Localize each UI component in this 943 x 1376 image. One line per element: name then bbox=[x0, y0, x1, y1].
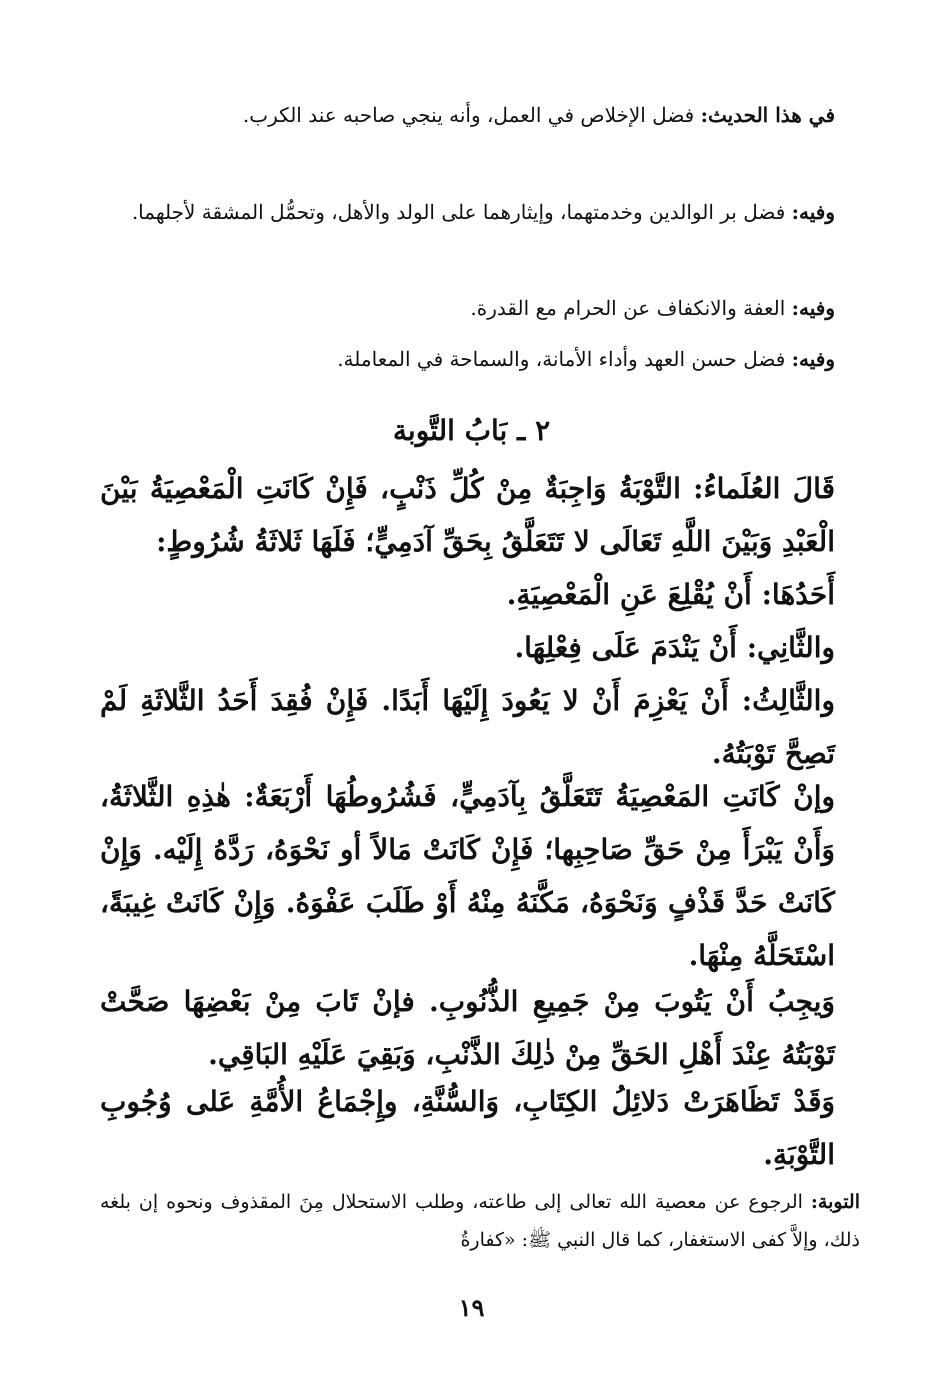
note-text: العفة والانكفاف عن الحرام مع القدرة. bbox=[470, 296, 792, 320]
note-hadith-lesson bbox=[100, 96, 835, 134]
main-paragraph-4: والثَّالِثُ: أَنْ يَعْزِمَ أَنْ لا يَعُودَ إِلَيْهَا أَبَدًا. فَإِنْ فُقِدَ أَحَدُ الثَّلاثَةِ لَمْ تَصِحَّ تَوْبَتُهُ. bbox=[100, 684, 835, 770]
note-text: فضل الإخلاص في العمل، وأنه ينجي صاحبه عند الكرب. bbox=[242, 103, 701, 127]
note-lead: وفيه: bbox=[791, 200, 835, 224]
footnote-lead: التوبة: bbox=[810, 1191, 860, 1213]
main-paragraph-5: وإنْ كَانَتِ المَعْصِيَةُ تَتَعَلَّقُ بِآدَمِيٍّ، فَشُرُوطُهَا أَرْبَعَةٌ: هٰذِهِ الثَّلاثَةُ، وَأَنْ يَبْرَأَ مِنْ حَقِّ صَاحِبِها؛ فَإِنْ كَانَتْ مَالاً أو نَحْوَهُ، رَدَّهُ إِلَيْه. وَإِنْ كَانَتْ حَدَّ قَذْفٍ وَنَحْوَهُ، مَكَّنَهُ مِنْهُ أَوْ طَلَبَ عَفْوَهُ. وَإِنْ كَانَتْ غِيبَةً، اسْتَحَلَّهُ مِنْهَا. bbox=[100, 780, 835, 972]
chapter-title: ٢ ـ بَابُ التَّوبة bbox=[392, 414, 551, 447]
footnote-text: الرجوع عن معصية الله تعالى إلى طاعته، وطلب الاستحلال مِنَ المقذوف ونحوه إن بلغه ذلك، وإلاَّ كفى الاستغفار، كما قال النبي ﷺ: «كفارةُ bbox=[100, 1191, 860, 1251]
note-text: فضل بر الوالدين وخدمتهما، وإيثارهما على الولد والأهل، وتحمُّل المشقة لأجلهما. bbox=[131, 200, 792, 224]
note-trust bbox=[100, 340, 835, 378]
main-paragraph-6: وَيجِبُ أَنْ يَتُوبَ مِنْ جَمِيعِ الذُّنُوبِ. فإنْ تَابَ مِنْ بَعْضِهَا صَحَّتْ تَوْبَتُهُ عِنْدَ أَهْلِ الحَقِّ مِنْ ذٰلِكَ الذَّنْبِ، وَبَقِيَ عَلَيْهِ البَاقِي. bbox=[100, 985, 835, 1071]
footnote bbox=[100, 1183, 860, 1259]
main-paragraph-7: وَقَدْ تَظَاهَرَتْ دَلائِلُ الكِتَابِ، وَالسُّنَّةِ، وإِجْمَاعُ الأُمَّةِ عَلى وُجُوبِ التَّوْبَةِ. bbox=[100, 1085, 835, 1171]
note-lead: وفيه: bbox=[791, 347, 835, 371]
note-chastity bbox=[100, 289, 835, 327]
note-parents bbox=[100, 193, 835, 231]
main-paragraph-2: أَحَدُهَا: أَنْ يُقْلِعَ عَنِ الْمَعْصِيَةِ. bbox=[506, 578, 835, 611]
note-lead: في هذا الحديث: bbox=[700, 103, 835, 127]
note-text: فضل حسن العهد وأداء الأمانة، والسماحة في المعاملة. bbox=[337, 347, 792, 371]
main-paragraph-3: والثَّانِي: أَنْ يَنْدَمَ عَلَى فِعْلِهَا. bbox=[514, 631, 835, 664]
page-number: ١٩ bbox=[458, 1293, 485, 1322]
main-paragraph-1: قَالَ العُلَماءُ: التَّوْبَةُ وَاجِبَةٌ مِنْ كُلِّ ذَنْبٍ، فَإِنْ كَانَتِ الْمَعْصِيَةُ بَيْنَ الْعَبْدِ وَبَيْنَ اللَّهِ تَعَالَى لا تَتَعَلَّقُ بِحَقِّ آدَمِيٍّ؛ فَلَهَا ثَلاثَةُ شُرُوطٍ: bbox=[100, 472, 835, 558]
note-lead: وفيه: bbox=[791, 296, 835, 320]
